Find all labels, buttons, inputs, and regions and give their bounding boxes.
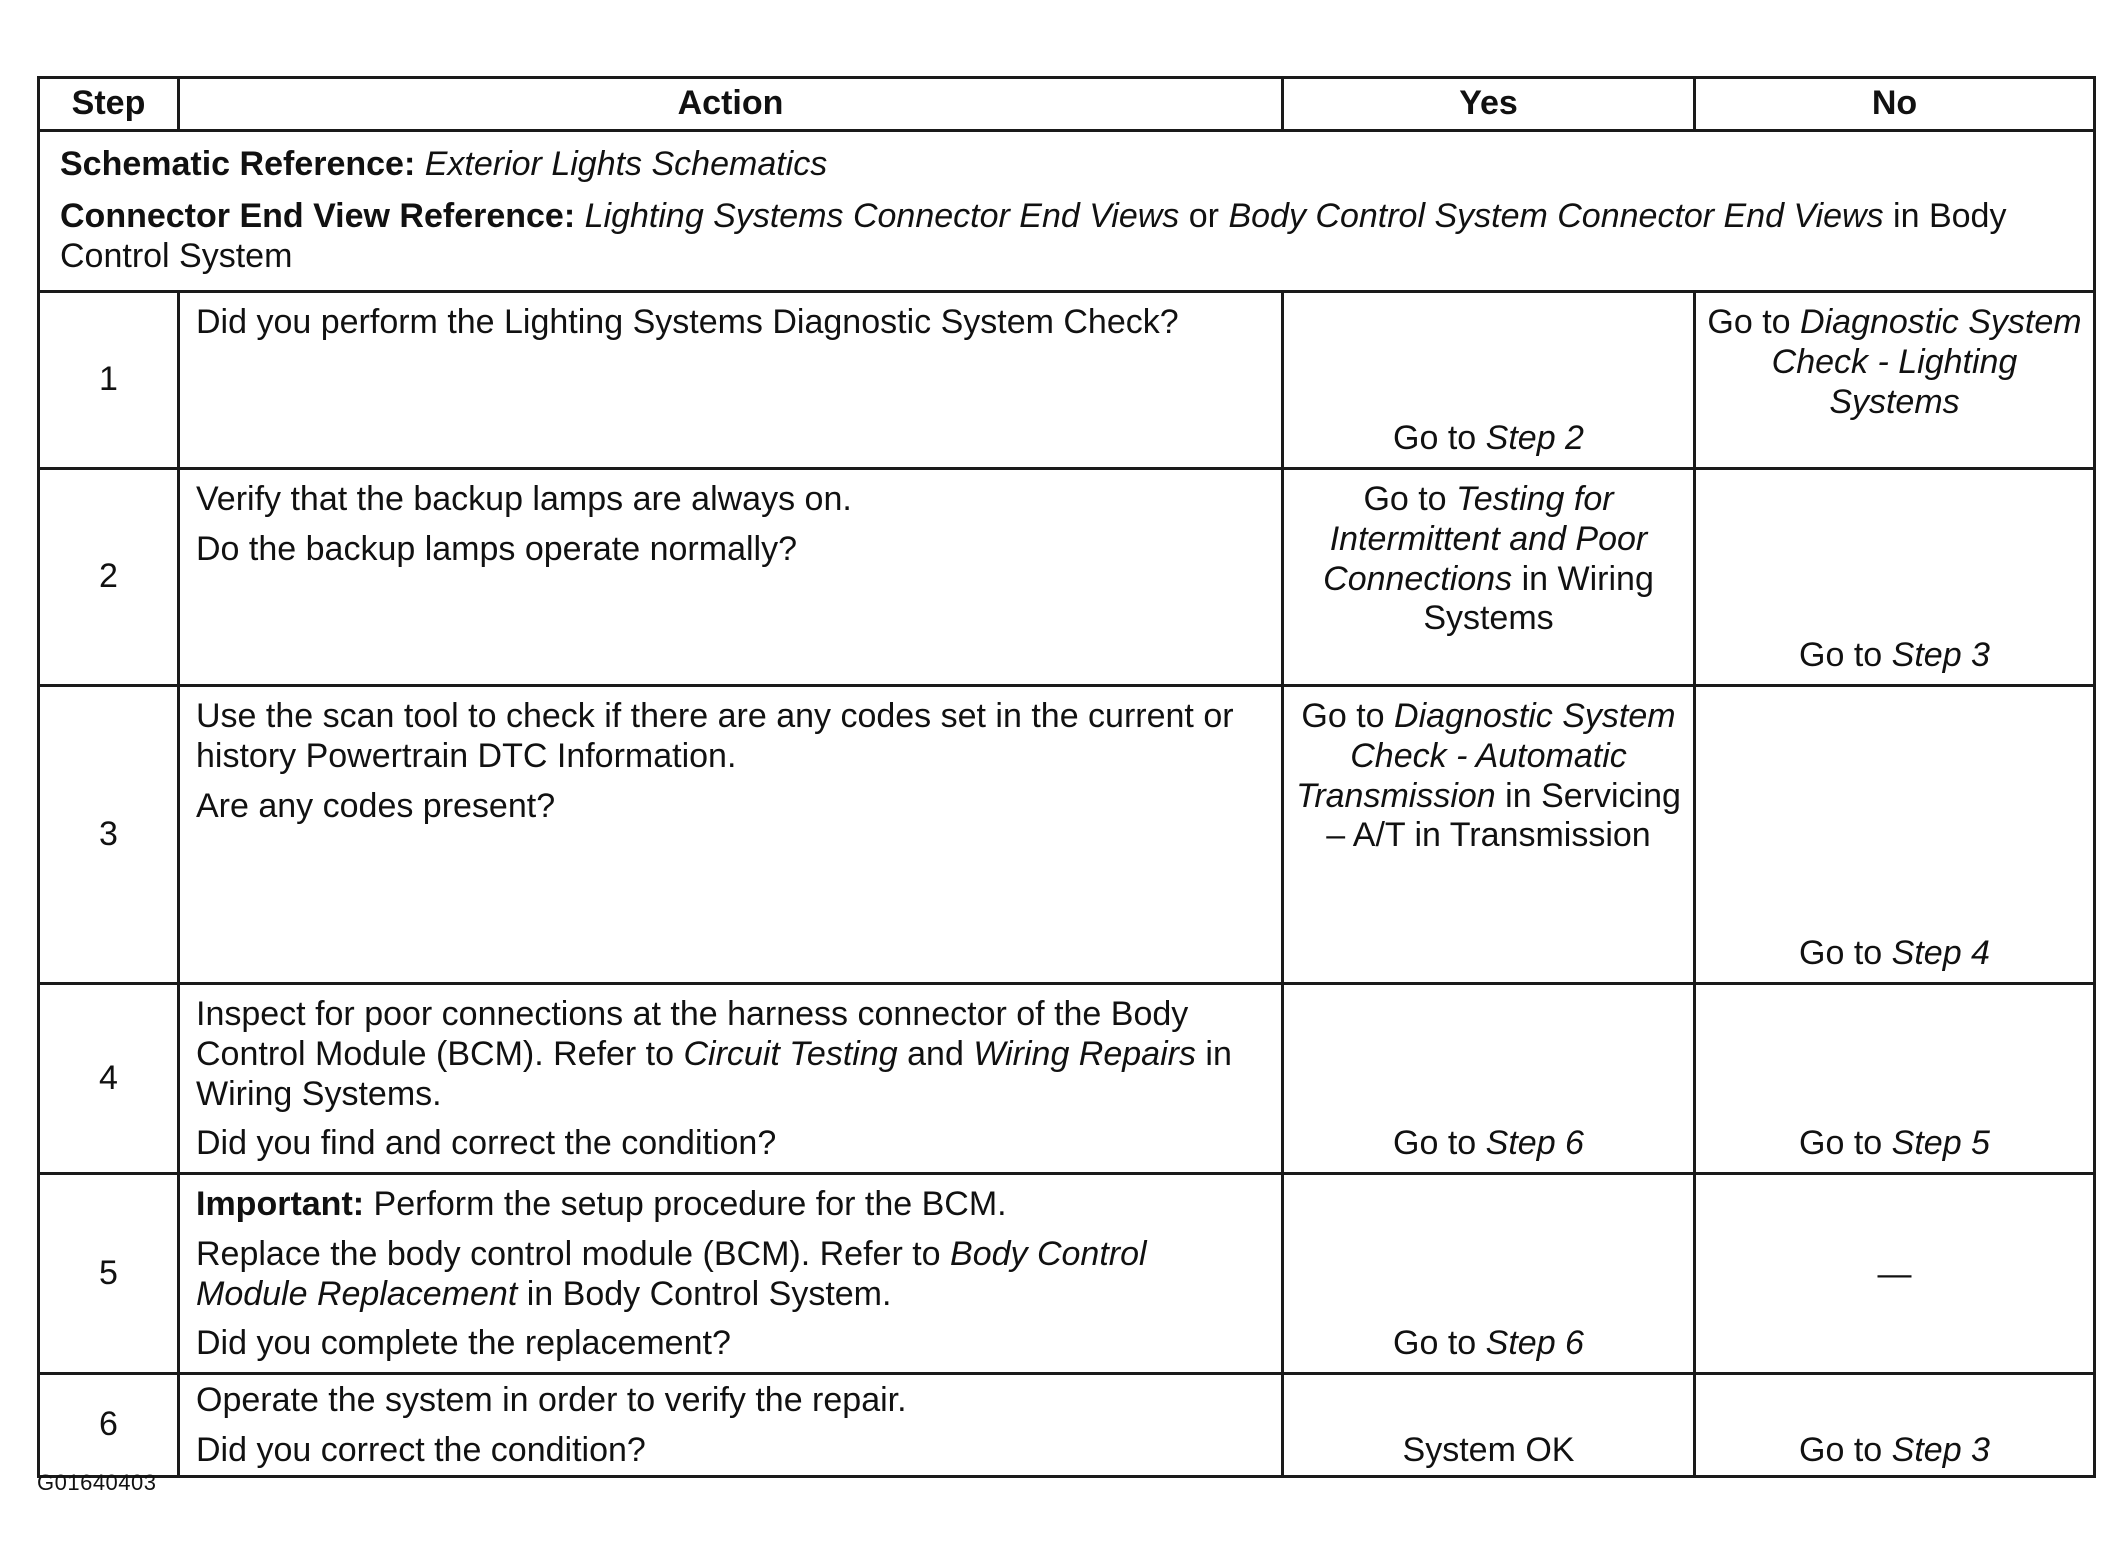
no-step-ref: Step 3: [1891, 1430, 1990, 1469]
yes-step-ref: Step 6: [1485, 1124, 1584, 1163]
schematic-reference-label: Schematic Reference:: [60, 145, 416, 184]
yes-prefix: Go to: [1301, 697, 1385, 735]
no-cell: [1695, 1374, 2095, 1477]
header-action: Action: [179, 78, 1283, 131]
no-cell: [1695, 1174, 2095, 1374]
no-prefix: Go to: [1707, 303, 1791, 341]
yes-cell: [1283, 686, 1695, 984]
connector-reference-or: or: [1188, 197, 1219, 236]
header-yes: Yes: [1283, 78, 1695, 131]
connector-reference-value-2: Body Control System Connector End Views: [1228, 197, 1884, 236]
step-number: 4: [39, 984, 179, 1174]
important-label: Important:: [196, 1185, 365, 1224]
no-prefix: Go to: [1799, 1124, 1883, 1163]
no-cell: [1695, 984, 2095, 1174]
yes-step-ref: Step 2: [1485, 419, 1584, 458]
table-row: [39, 984, 2095, 1174]
action-text: Operate the system in order to verify the repair.: [196, 1381, 907, 1420]
action-text-part: in Wiring Systems.: [196, 1034, 1232, 1113]
reference-row: [39, 131, 2095, 292]
no-cell: [1695, 292, 2095, 469]
step-number: 5: [39, 1174, 179, 1374]
yes-procedure-ref: Testing for Intermittent and Poor Connections: [1323, 480, 1648, 598]
step-number: 6: [39, 1374, 179, 1477]
wiring-repairs-ref: Wiring Repairs: [973, 1034, 1196, 1073]
action-question: Did you complete the replacement?: [196, 1324, 731, 1363]
yes-prefix: Go to: [1393, 1324, 1477, 1363]
no-step-ref: Step 4: [1891, 934, 1990, 973]
figure-id: G01640403: [37, 1470, 157, 1495]
table-row: [39, 686, 2095, 984]
action-text: Did you perform the Lighting Systems Diagnostic System Check?: [196, 303, 1179, 341]
circuit-testing-ref: Circuit Testing: [683, 1034, 898, 1073]
action-cell: [179, 469, 1283, 686]
step-number: 3: [39, 686, 179, 984]
yes-location: in Wiring Systems: [1423, 559, 1654, 638]
yes-step-ref: Step 6: [1485, 1324, 1584, 1363]
action-cell: [179, 1374, 1283, 1477]
action-text-and: and: [907, 1034, 964, 1073]
step-number: 2: [39, 469, 179, 686]
no-dash: —: [1877, 1254, 1912, 1293]
yes-procedure-ref: Diagnostic System Check - Automatic Transmission: [1296, 697, 1676, 815]
connector-reference-tail: in Body Control System: [60, 197, 2007, 275]
no-cell: [1695, 469, 2095, 686]
no-cell: [1695, 686, 2095, 984]
connector-reference-label: Connector End View Reference:: [60, 197, 576, 236]
action-question: Are any codes present?: [196, 786, 556, 825]
action-text: Verify that the backup lamps are always on.: [196, 480, 852, 518]
action-text-part: in Body Control System.: [526, 1274, 892, 1313]
yes-cell: [1283, 984, 1695, 1174]
no-prefix: Go to: [1799, 636, 1883, 675]
no-procedure-ref: Diagnostic System Check - Lighting Systems: [1771, 303, 2082, 421]
important-text: Perform the setup procedure for the BCM.: [373, 1185, 1007, 1224]
action-question: Did you find and correct the condition?: [196, 1124, 777, 1163]
action-cell: [179, 1174, 1283, 1374]
header-row: [39, 78, 2095, 131]
connector-reference-value-1: Lighting Systems Connector End Views: [584, 197, 1180, 236]
yes-prefix: Go to: [1393, 419, 1477, 458]
yes-cell: [1283, 1374, 1695, 1477]
action-cell: [179, 984, 1283, 1174]
yes-result: System OK: [1402, 1430, 1575, 1469]
no-step-ref: Step 5: [1891, 1124, 1990, 1163]
no-prefix: Go to: [1799, 1430, 1883, 1469]
action-text: [196, 995, 1265, 1114]
header-step: Step: [39, 78, 179, 131]
step-number: 1: [39, 292, 179, 469]
yes-cell: [1283, 469, 1695, 686]
connector-reference: [60, 197, 2077, 277]
yes-location: in Servicing – A/T in Transmission: [1326, 776, 1681, 855]
schematic-reference-value: Exterior Lights Schematics: [424, 145, 828, 184]
action-question: Do the backup lamps operate normally?: [196, 529, 797, 568]
action-text: [196, 1235, 1265, 1315]
action-text-part: Inspect for poor connections at the harness connector of the Body Control Module (BCM). Refer to: [196, 995, 1189, 1073]
reference-cell: [39, 131, 2095, 292]
table-row: [39, 1174, 2095, 1374]
action-cell: [179, 292, 1283, 469]
schematic-reference: [60, 145, 2077, 185]
yes-prefix: Go to: [1363, 480, 1447, 518]
no-prefix: Go to: [1799, 934, 1883, 973]
yes-prefix: Go to: [1393, 1124, 1477, 1163]
table-row: [39, 1374, 2095, 1477]
diagnostic-table: [37, 76, 2096, 1478]
yes-cell: [1283, 292, 1695, 469]
important-note: [196, 1185, 1265, 1225]
action-text-part: Replace the body control module (BCM). Refer to: [196, 1234, 941, 1273]
table-row: [39, 292, 2095, 469]
bcm-replacement-ref: Body Control Module Replacement: [196, 1234, 1147, 1313]
yes-cell: [1283, 1174, 1695, 1374]
action-text: Use the scan tool to check if there are any codes set in the current or history Powertrain DTC Information.: [196, 697, 1234, 775]
header-no: No: [1695, 78, 2095, 131]
table-row: [39, 469, 2095, 686]
no-step-ref: Step 3: [1891, 636, 1990, 675]
action-question: Did you correct the condition?: [196, 1430, 646, 1469]
action-cell: [179, 686, 1283, 984]
